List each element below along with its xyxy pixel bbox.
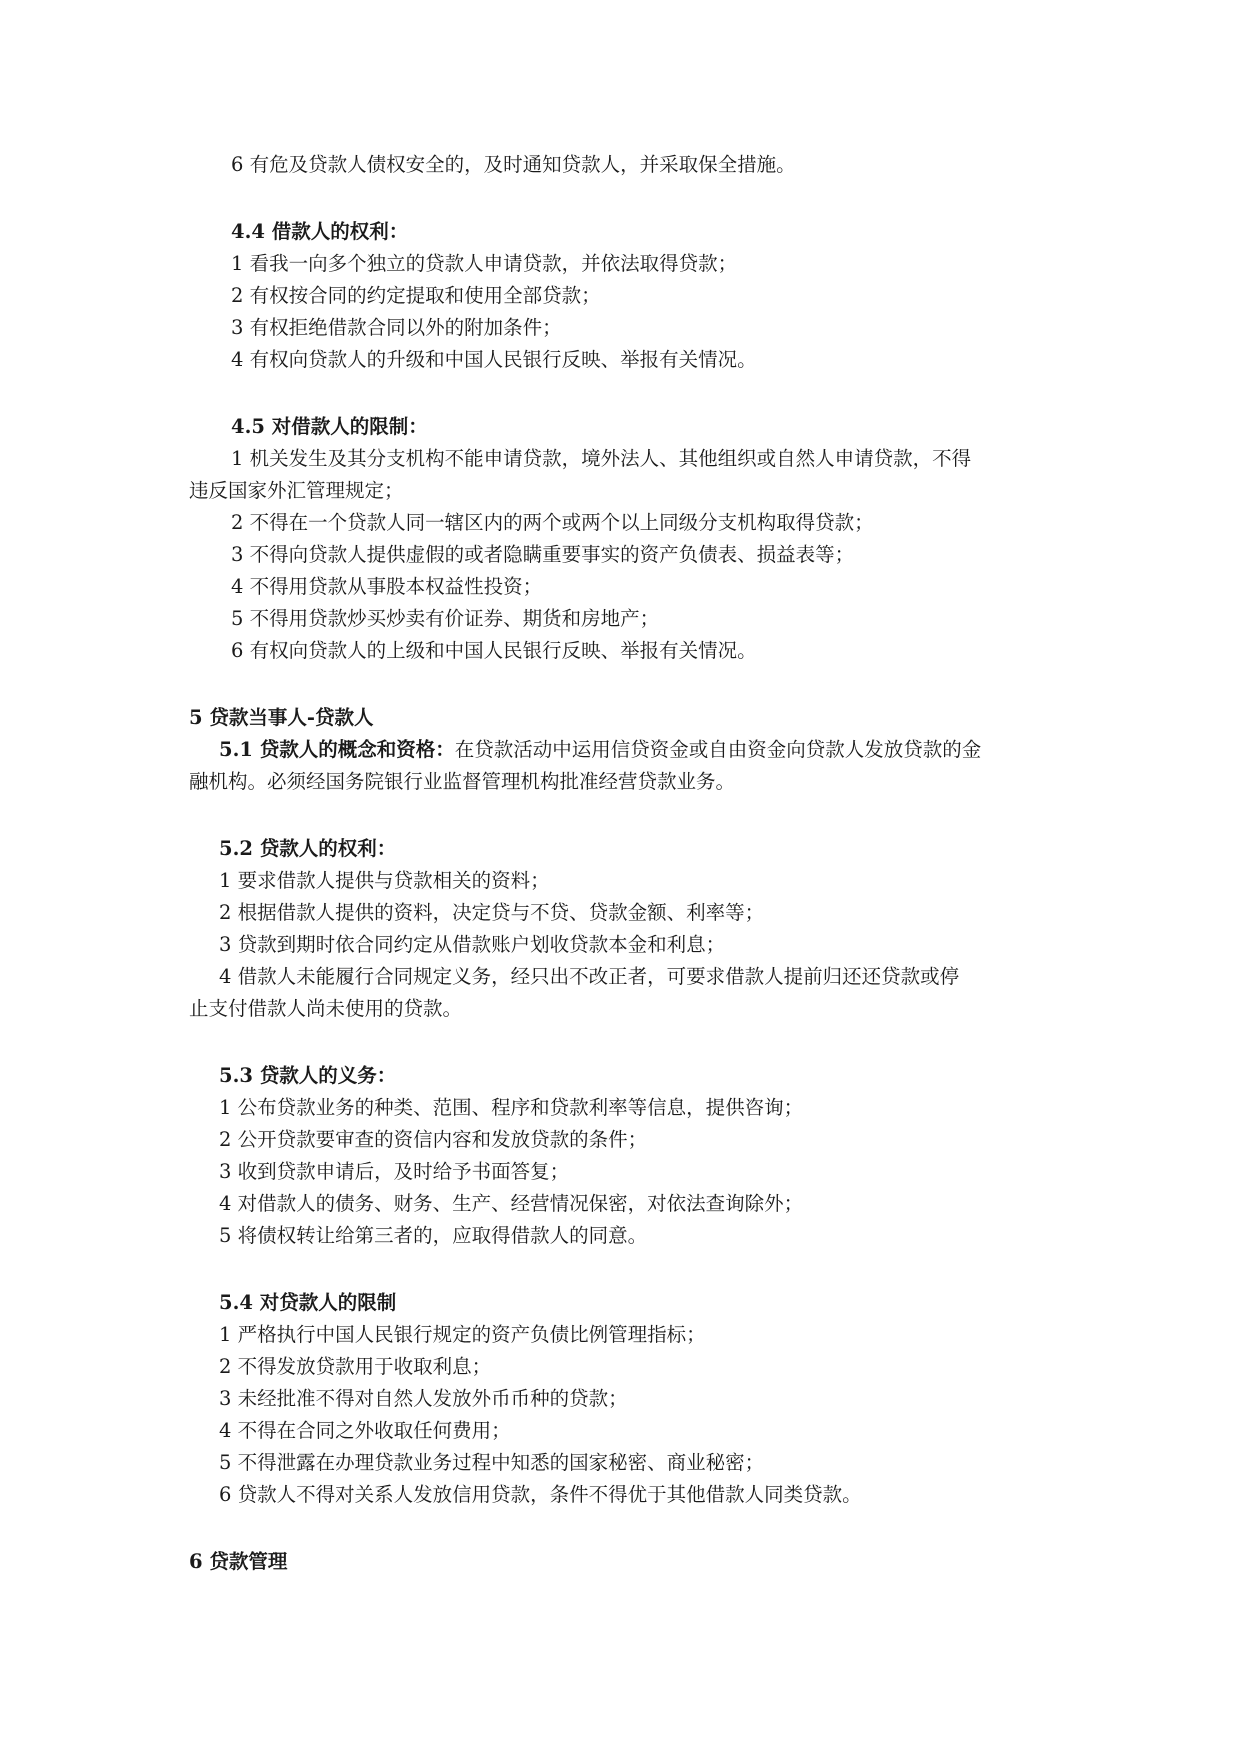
list-item: 1 要求借款人提供与贷款相关的资料； xyxy=(219,869,550,892)
list-item: 4 不得在合同之外收取任何费用； xyxy=(219,1419,511,1442)
list-item: 3 不得向贷款人提供虚假的或者隐瞒重要事实的资产负债表、损益表等； xyxy=(231,543,855,566)
section-heading-4-5: 4.5 对借款人的限制： xyxy=(231,415,428,438)
section-heading-5-4: 5.4 对贷款人的限制 xyxy=(219,1291,397,1314)
list-item: 4 对借款人的债务、财务、生产、经营情况保密，对依法查询除外； xyxy=(219,1192,804,1215)
list-item: 1 机关发生及其分支机构不能申请贷款，境外法人、其他组织或自然人申请贷款，不得 xyxy=(231,447,972,470)
section-heading-5-3: 5.3 贷款人的义务： xyxy=(219,1064,397,1087)
section-heading-5-2: 5.2 贷款人的权利： xyxy=(219,837,397,860)
list-item: 2 有权按合同的约定提取和使用全部贷款； xyxy=(231,284,601,307)
section-heading-4-4: 4.4 借款人的权利： xyxy=(231,220,409,243)
list-item: 6 有权向贷款人的上级和中国人民银行反映、举报有关情况。 xyxy=(231,639,757,662)
list-item: 2 根据借款人提供的资料，决定贷与不贷、贷款金额、利率等； xyxy=(219,901,765,924)
section-heading-5: 5 贷款当事人-贷款人 xyxy=(189,706,374,729)
list-item: 3 贷款到期时依合同约定从借款账户划收贷款本金和利息； xyxy=(219,933,726,956)
list-item: 6 贷款人不得对关系人发放信用贷款，条件不得优于其他借款人同类贷款。 xyxy=(219,1483,862,1506)
list-item: 5 将债权转让给第三者的，应取得借款人的同意。 xyxy=(219,1224,648,1247)
definition-text: 在贷款活动中运用信贷资金或自由资金向贷款人发放贷款的金 xyxy=(454,738,982,761)
list-item: 2 公开贷款要审查的资信内容和发放贷款的条件； xyxy=(219,1128,648,1151)
paragraph-continuation: 融机构。必须经国务院银行业监督管理机构批准经营贷款业务。 xyxy=(189,770,736,793)
list-item-continuation: 违反国家外汇管理规定； xyxy=(189,479,404,502)
list-item: 1 公布贷款业务的种类、范围、程序和贷款利率等信息，提供咨询； xyxy=(219,1096,804,1119)
list-item: 2 不得发放贷款用于收取利息； xyxy=(219,1355,492,1378)
list-item: 2 不得在一个贷款人同一辖区内的两个或两个以上同级分支机构取得贷款； xyxy=(231,511,874,534)
paragraph-5-1 xyxy=(219,737,981,763)
list-item: 1 严格执行中国人民银行规定的资产负债比例管理指标； xyxy=(219,1323,706,1346)
list-item: 3 未经批准不得对自然人发放外币币种的贷款； xyxy=(219,1387,628,1410)
section-heading-6: 6 贷款管理 xyxy=(189,1550,288,1573)
list-item: 5 不得用贷款炒买炒卖有价证券、期货和房地产； xyxy=(231,607,660,630)
definition-label: 5.1 贷款人的概念和资格： xyxy=(219,738,455,761)
list-item: 4 借款人未能履行合同规定义务，经只出不改正者，可要求借款人提前归还还贷款或停 xyxy=(219,965,960,988)
list-item: 1 看我一向多个独立的贷款人申请贷款，并依法取得贷款； xyxy=(231,252,738,275)
list-item: 3 收到贷款申请后，及时给予书面答复； xyxy=(219,1160,570,1183)
list-item-continuation: 止支付借款人尚未使用的贷款。 xyxy=(189,997,463,1020)
list-item: 5 不得泄露在办理贷款业务过程中知悉的国家秘密、商业秘密； xyxy=(219,1451,765,1474)
list-item: 6 有危及贷款人债权安全的，及时通知贷款人，并采取保全措施。 xyxy=(231,153,796,176)
list-item: 4 有权向贷款人的升级和中国人民银行反映、举报有关情况。 xyxy=(231,348,757,371)
list-item: 3 有权拒绝借款合同以外的附加条件； xyxy=(231,316,562,339)
list-item: 4 不得用贷款从事股本权益性投资； xyxy=(231,575,543,598)
